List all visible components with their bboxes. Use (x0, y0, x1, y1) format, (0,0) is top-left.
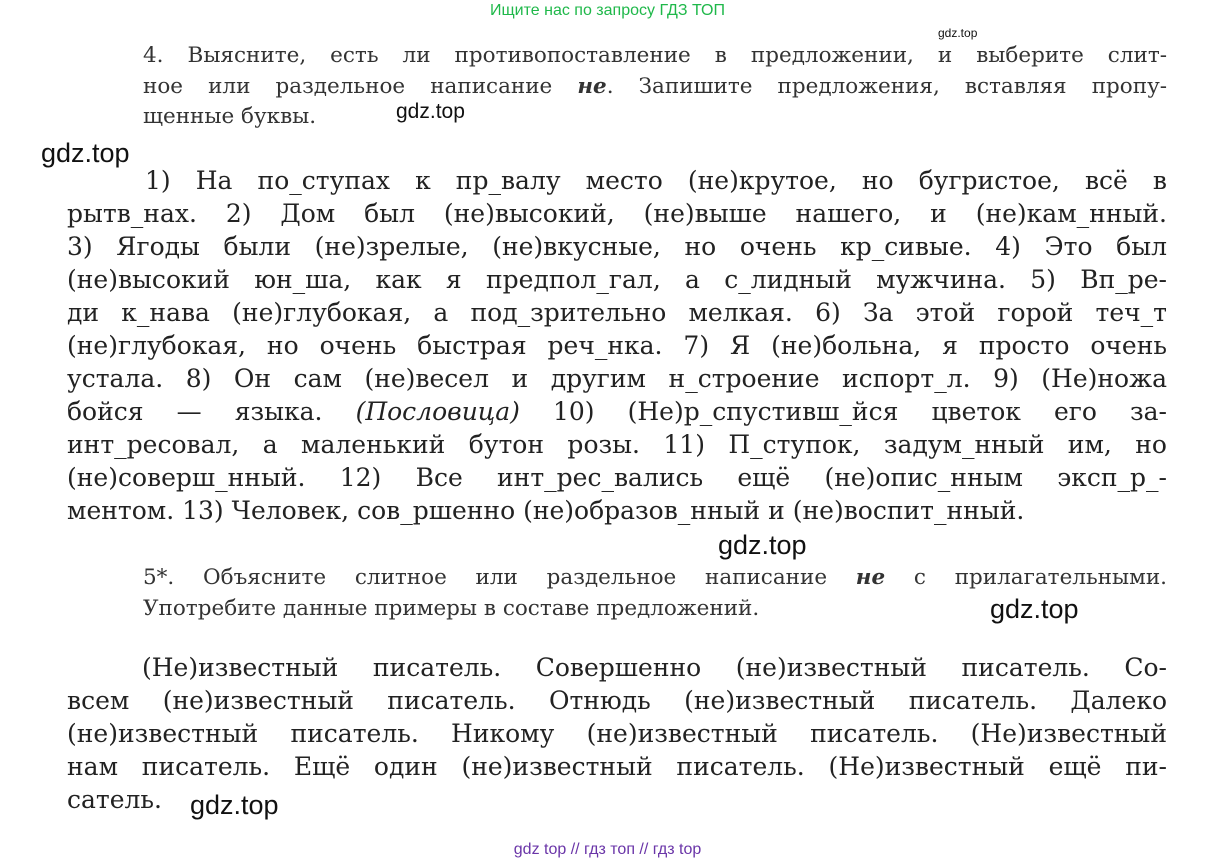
task-4-instructions (143, 41, 1167, 133)
text-line: бойся — языка. (Пословица) 10) (Не)р_спустивш_йся цветок его за- (67, 397, 1167, 426)
text-line: (не)известный писатель. Никому (не)известный писатель. (Не)известный (67, 719, 1167, 748)
text-line: устала. 8) Он сам (не)весел и другим н_строение испорт_л. 9) (Не)ножа (67, 364, 1167, 393)
bottom-banner: gdz top // гдз топ // гдз top (513, 841, 702, 858)
task-line: Употребите данные примеры в составе предложений. (143, 595, 760, 621)
top-banner: Ищите нас по запросу ГДЗ ТОП (490, 2, 725, 19)
text-line: нам писатель. Ещё один (не)известный писатель. (Не)известный ещё пи- (67, 752, 1167, 781)
watermark: gdz.top (190, 790, 279, 820)
task-line: 4. Выясните, есть ли противопоставление в предложении, и выберите слит- (143, 43, 1167, 68)
proverb-source: (Пословица) (355, 397, 520, 426)
text-line: инт_ресовал, а маленький бутон розы. 11) П_ступок, задум_нный им, но (67, 430, 1167, 459)
text-line: сатель. (67, 785, 162, 814)
watermark: gdz.top (396, 100, 465, 123)
watermark: gdz.top (938, 26, 978, 40)
text-line: (не)высокий юн_ша, как я предпол_гал, а с_лидный мужчина. 5) Вп_ре- (67, 265, 1167, 294)
text-line: ди к_нава (не)глубокая, а под_зрительно мелкая. 6) За этой горой теч_т (67, 298, 1167, 327)
task-line: щенные буквы. (143, 104, 317, 129)
task-5-instructions (143, 563, 1167, 624)
exercise-5-text (67, 651, 1167, 816)
task-line: 5*. Объясните слитное или раздельное написание не с прилагательными. (143, 565, 1167, 590)
text-line: рытв_нах. 2) Дом был (не)высокий, (не)выше нашего, и (не)кам_нный. (67, 199, 1167, 228)
watermark: gdz.top (718, 530, 807, 560)
watermark: gdz.top (990, 594, 1079, 624)
watermark: gdz.top (41, 138, 130, 168)
text-line: 3) Ягоды были (не)зрелые, (не)вкусные, но очень кр_сивые. 4) Это был (67, 232, 1167, 261)
text-line: всем (не)известный писатель. Отнюдь (не)известный писатель. Далеко (67, 686, 1167, 715)
text-line: 1) На по_ступах к пр_валу место (не)крутое, но бугристое, всё в (145, 166, 1167, 195)
text-line: (Не)известный писатель. Совершенно (не)известный писатель. Со- (142, 653, 1167, 682)
text-line: ментом. 13) Человек, сов_ршенно (не)образов_нный и (не)воспит_нный. (67, 496, 1025, 525)
task-line: ное или раздельное написание не. Запишите предложения, вставляя пропу- (143, 73, 1167, 99)
text-line: (не)соверш_нный. 12) Все инт_рес_вались ещё (не)опис_нным эксп_р_- (67, 463, 1167, 492)
exercise-4-text (67, 164, 1167, 527)
text-line: (не)глубокая, но очень быстрая реч_нка. 7) Я (не)больна, я просто очень (67, 331, 1167, 360)
